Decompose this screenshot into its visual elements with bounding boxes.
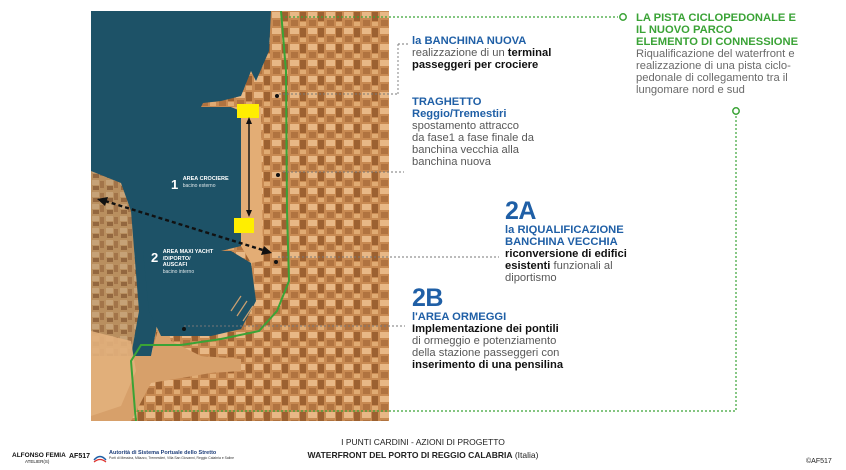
pista-line: pedonale di collegamento tra il — [636, 72, 788, 84]
pista-title: LA PISTA CICLOPEDONALE E — [636, 12, 796, 24]
footer-line1: I PUNTI CARDINI - AZIONI DI PROGETTO — [341, 437, 505, 447]
area1-label: 1 AREA CROCIERE bacino esterno — [171, 176, 229, 192]
traghetto-line: banchina nuova — [412, 156, 492, 168]
traghetto-subtitle: Reggio/Tremestiri — [412, 108, 507, 120]
pista-line: lungomare nord e sud — [636, 84, 745, 96]
area-2b-line: della stazione passeggeri con — [412, 347, 560, 359]
pista-title: ELEMENTO DI CONNESSIONE — [636, 36, 799, 48]
area2-label: 2 AREA MAXI YACHT /DIPORTO/ AUSCAFI bacino interno — [151, 249, 214, 275]
af517-logo: AF517 — [69, 453, 91, 460]
copyright: ©AF517 — [806, 458, 832, 465]
footer-caption — [0, 437, 846, 447]
banchina-nuova-terminal: terminal — [507, 47, 552, 59]
area-2b-block — [412, 285, 563, 371]
area-2b-bold: inserimento di una pensilina — [412, 359, 564, 371]
area-2a-text: diportismo — [505, 272, 557, 284]
area-2a-text: funzionali al — [550, 260, 613, 272]
area-2a-bold: riconversione di edifici — [505, 248, 627, 260]
banchina-nuova-title: la BANCHINA NUOVA — [412, 35, 527, 47]
banchina-nuova-block — [412, 35, 551, 71]
alfonso-femia-logo: ALFONSO FEMIA ATELIER(S) — [12, 452, 66, 464]
area-2b-number: 2B — [412, 284, 443, 312]
traghetto-line: banchina vecchia alla — [412, 144, 519, 156]
banchina-nuova-line2: passeggeri per crociere — [412, 59, 539, 71]
area-2a-title: BANCHINA VECCHIA — [505, 236, 618, 248]
traghetto-line: da fase1 a fase finale da — [412, 132, 534, 144]
traghetto-line: spostamento attracco — [412, 120, 519, 132]
pista-title: IL NUOVO PARCO — [636, 24, 733, 36]
area-2a-bold: esistenti — [505, 260, 551, 272]
footer-country: (Italia) — [512, 450, 539, 460]
footer-project-title: WATERFRONT DEL PORTO DI REGGIO CALABRIA — [307, 450, 513, 460]
pista-block — [636, 12, 798, 96]
area-2a-title: la RIQUALIFICAZIONE — [505, 224, 624, 236]
pista-line: Riqualificazione del waterfront e — [636, 48, 795, 60]
port-authority-icon — [93, 450, 107, 462]
area-2b-title: l'AREA ORMEGGI — [412, 311, 507, 323]
banchina-nuova-line1: realizzazione di un — [412, 47, 508, 59]
area-2a-block — [505, 198, 627, 284]
area-2a-number: 2A — [505, 197, 536, 225]
pista-line: realizzazione di una pista ciclo- — [636, 60, 791, 72]
area-2b-bold: Implementazione dei pontili — [412, 323, 559, 335]
traghetto-title: TRAGHETTO — [412, 96, 482, 108]
traghetto-block — [412, 96, 534, 168]
port-authority-logo: Autorità di Sistema Portuale dello Stretto Porti di Messina, Milazzo, Tremestieri, Villa San Giovanni, Reggio Calabria e Saline — [109, 450, 235, 460]
area-2b-line: di ormeggio e potenziamento — [412, 335, 557, 347]
